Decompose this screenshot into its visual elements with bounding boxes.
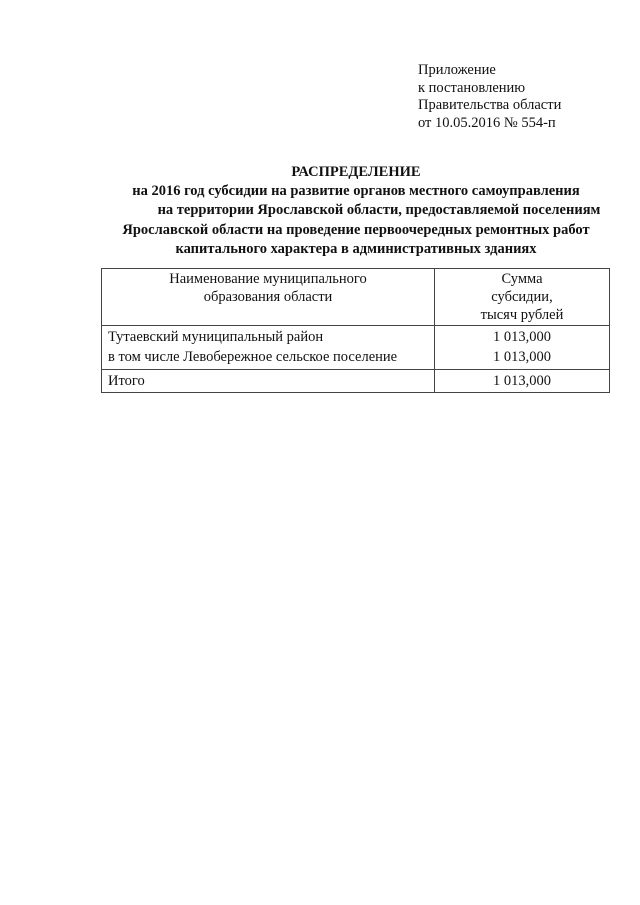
total-value: 1 013,000 [435, 370, 610, 393]
title-line: Ярославской области на проведение первоочередных ремонтных работ [122, 221, 590, 238]
header-sum-line: субсидии, [491, 289, 553, 305]
title-heading: РАСПРЕДЕЛЕНИЕ [291, 164, 421, 180]
total-label: Итого [102, 370, 435, 393]
table-header-row [102, 269, 610, 326]
appendix-line: Правительства области [418, 97, 562, 113]
appendix-line: к постановлению [418, 79, 526, 96]
row-value: 1 013,000 [493, 329, 551, 345]
row-name: Тутаевский муниципальный район [108, 329, 324, 345]
row-name-cell [102, 326, 435, 370]
appendix-line: от 10.05.2016 № 554-п [418, 114, 556, 131]
appendix-line: Приложение [418, 62, 496, 78]
title-line: капитального характера в административных зданиях [175, 240, 537, 257]
header-sum-line: тысяч рублей [480, 307, 564, 323]
table-total-row [102, 370, 610, 393]
header-name [102, 269, 435, 326]
table-row [102, 326, 610, 370]
subsidy-table [101, 268, 610, 393]
document-title [100, 163, 612, 259]
header-name-line: Наименование муниципального [169, 271, 367, 287]
appendix-note [418, 62, 561, 132]
title-line: на 2016 год субсидии на развитие органов местного самоуправления [132, 183, 580, 200]
header-name-line: образования области [203, 289, 333, 305]
header-sum [435, 269, 610, 326]
row-value-cell [435, 326, 610, 370]
title-line: на территории Ярославской области, предоставляемой поселениям [157, 202, 601, 219]
header-sum-line: Сумма [501, 271, 543, 287]
row-name: в том числе Левобережное сельское поселение [108, 348, 398, 365]
row-value: 1 013,000 [493, 348, 551, 365]
